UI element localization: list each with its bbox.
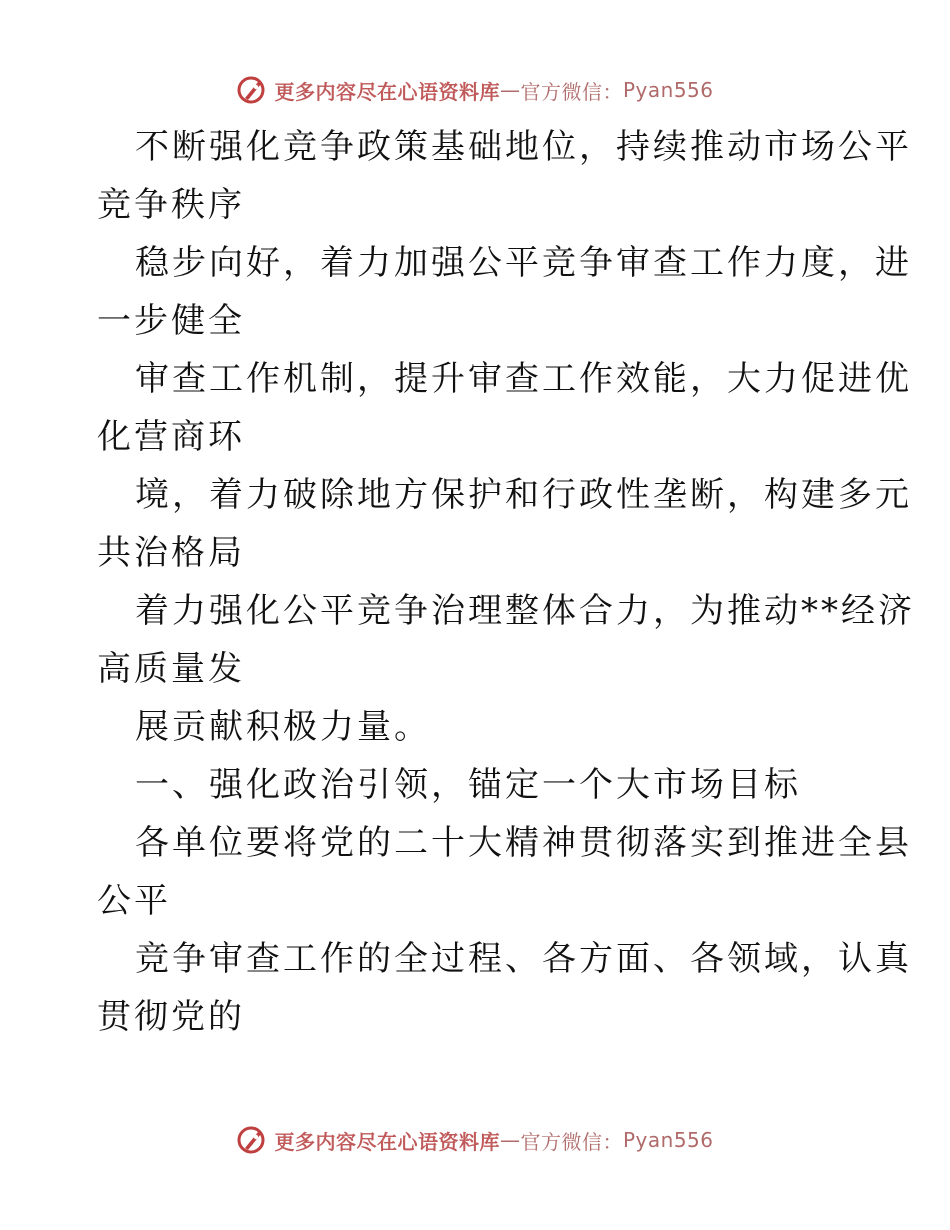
- paragraph-line: 共治格局: [97, 533, 245, 573]
- paragraph-line: 着力强化公平竞争治理整体合力，为推动**经济: [135, 591, 915, 631]
- paragraph: [97, 234, 912, 350]
- header-watermark: [0, 72, 950, 108]
- paragraph-line: 竞争审查工作的全过程、各方面、各领域，认真: [135, 939, 912, 979]
- wechat-label: 官方微信：: [520, 1129, 623, 1154]
- paragraph: [97, 582, 915, 698]
- paragraph-line: 一步健全: [97, 301, 245, 341]
- footer-watermark: [0, 1122, 950, 1158]
- quill-logo-icon: [236, 1124, 268, 1156]
- paragraph-line: 各单位要将党的二十大精神贯彻落实到推进全县: [135, 823, 912, 863]
- paragraph: [97, 350, 912, 466]
- paragraph-line: 稳步向好，着力加强公平竞争审查工作力度，进: [135, 243, 912, 283]
- section-heading-line: 一、强化政治引领，锚定一个大市场目标: [135, 765, 801, 805]
- wechat-id: Pyan556: [622, 78, 714, 102]
- paragraph: [97, 814, 912, 930]
- site-name: 更多内容尽在心语资料库: [274, 79, 500, 104]
- paragraph-line: 审查工作机制，提升审查工作效能，大力促进优: [135, 359, 912, 399]
- paragraph-line: 不断强化竞争政策基础地位，持续推动市场公平: [135, 127, 912, 167]
- paragraph-line: 公平: [97, 881, 171, 921]
- document-body: [97, 118, 915, 1046]
- paragraph-line: 贯彻党的: [97, 997, 245, 1037]
- paragraph-line: 竞争秩序: [97, 185, 245, 225]
- wechat-id: Pyan556: [622, 1128, 714, 1152]
- paragraph: [97, 930, 912, 1046]
- paragraph: [97, 466, 912, 582]
- paragraph: [97, 118, 912, 234]
- banner-dash: —: [499, 1128, 521, 1152]
- site-name: 更多内容尽在心语资料库: [274, 1129, 500, 1154]
- paragraph-line: 高质量发: [97, 649, 245, 689]
- paragraph-line: 境，着力破除地方保护和行政性垄断，构建多元: [135, 475, 912, 515]
- section-heading: [97, 756, 857, 814]
- paragraph-line: 展贡献积极力量。: [135, 707, 431, 747]
- wechat-label: 官方微信：: [520, 79, 623, 104]
- paragraph-line: 化营商环: [97, 417, 245, 457]
- paragraph: [97, 698, 857, 756]
- quill-logo-icon: [236, 74, 268, 106]
- banner-dash: —: [499, 78, 521, 102]
